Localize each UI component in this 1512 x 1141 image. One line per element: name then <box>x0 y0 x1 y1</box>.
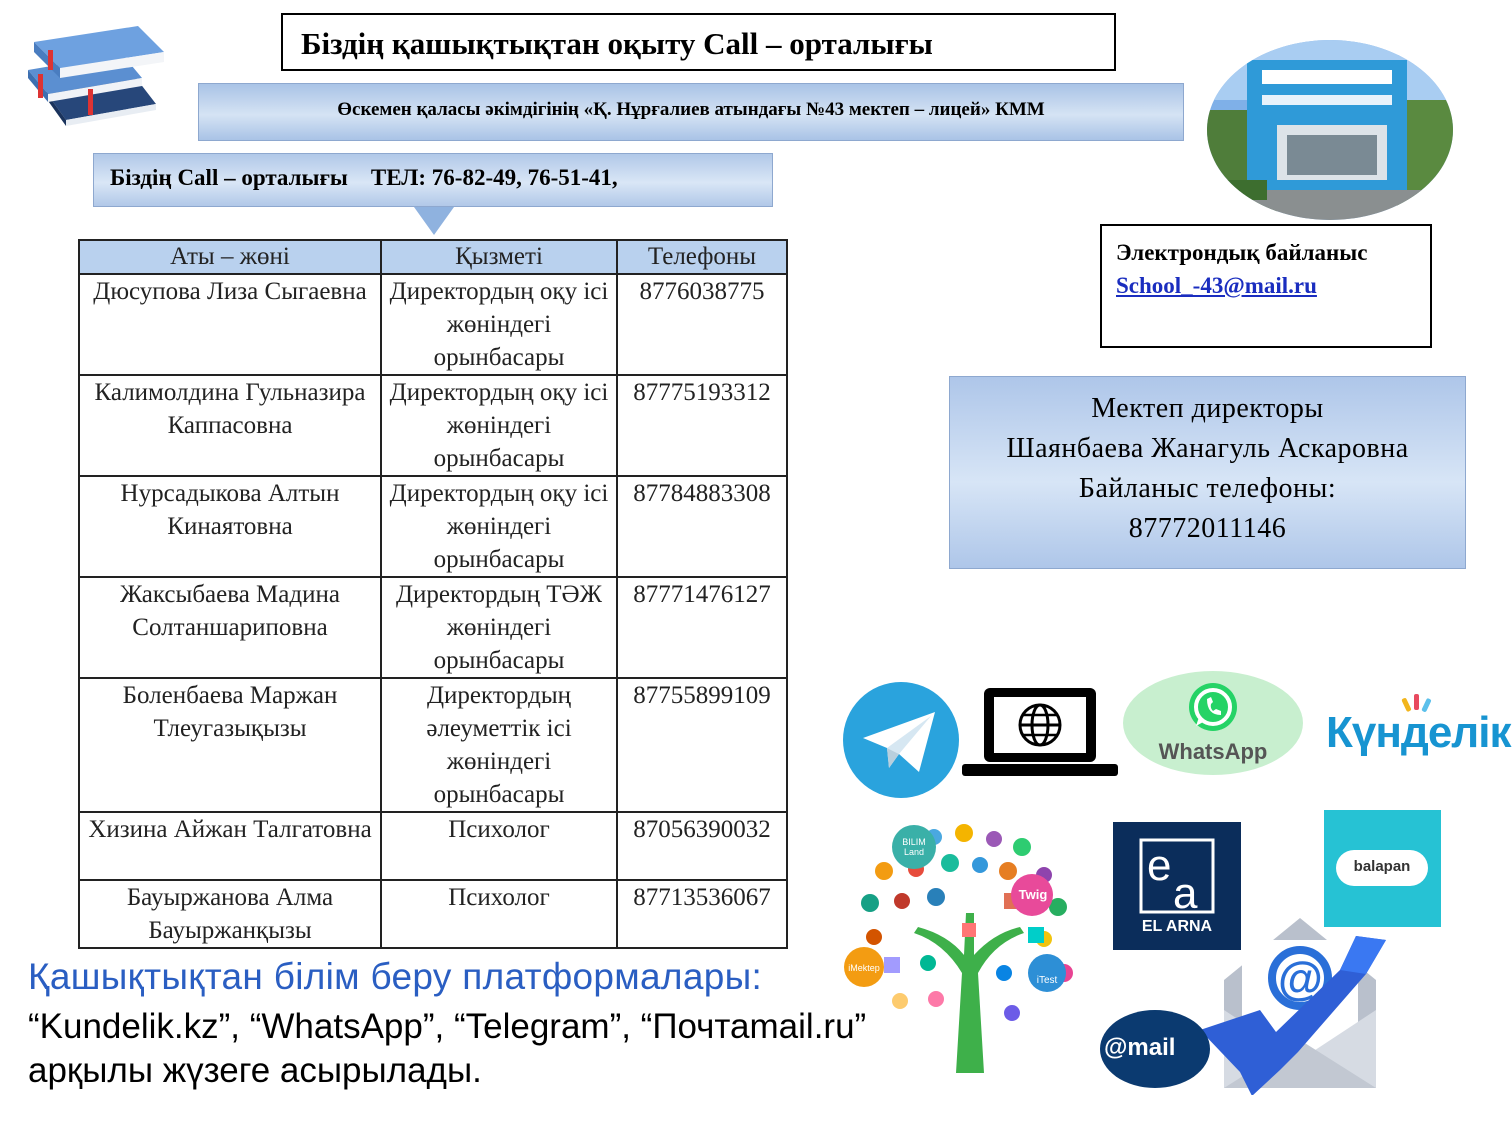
staff-role: Директордың ТӘЖ жөніндегі орынбасары <box>381 577 617 678</box>
twig-label: Twig <box>1018 887 1048 902</box>
staff-phone: 87775193312 <box>617 375 787 476</box>
staff-phone: 8776038775 <box>617 274 787 375</box>
email-contact-box <box>1100 224 1432 348</box>
staff-role: Директордың әлеуметтік ісі жөніндегі орынбасары <box>381 678 617 812</box>
staff-name: Нурсадыкова Алтын Кинаятовна <box>79 476 381 577</box>
mail-ru-label: @mail <box>1104 1034 1176 1061</box>
director-name: Шаянбаева Жанагуль Аскаровна <box>1006 433 1409 464</box>
table-row <box>79 476 787 577</box>
staff-name: Калимолдина Гульназира Каппасовна <box>79 375 381 476</box>
staff-phone: 87755899109 <box>617 678 787 812</box>
column-header-phone: Телефоны <box>617 240 787 274</box>
platforms-list: “Kundelik.kz”, “WhatsApp”, “Telegram”, “Почтаmail.ru” <box>28 1007 867 1046</box>
table-row <box>79 812 787 880</box>
staff-name: Дюсупова Лиза Сыгаевна <box>79 274 381 375</box>
down-arrow-icon <box>414 207 454 235</box>
staff-role: Психолог <box>381 880 617 948</box>
table-row <box>79 274 787 375</box>
kundelik-logo <box>1326 692 1511 768</box>
school-name-banner: Өскемен қаласы әкімдігінің «Қ. Нұрғалиев атындағы №43 мектеп – лицей» КММ <box>198 83 1184 141</box>
column-header-role: Қызметі <box>381 240 617 274</box>
platforms-tail: арқылы жүзеге асырылады. <box>28 1051 482 1090</box>
column-header-name: Аты – жөні <box>79 240 381 274</box>
table-header-row <box>79 240 787 274</box>
staff-name: Боленбаева Маржан Тлеугазықызы <box>79 678 381 812</box>
kundelik-label: Күнделік <box>1326 708 1511 757</box>
table-row <box>79 678 787 812</box>
telegram-icon <box>843 682 959 798</box>
whatsapp-label: WhatsApp <box>1158 739 1268 764</box>
table-row <box>79 880 787 948</box>
staff-role: Директордың оқу ісі жөніндегі орынбасары <box>381 274 617 375</box>
director-info-box <box>949 376 1466 569</box>
call-center-phones: Біздің Call – орталығы ТЕЛ: 76-82-49, 76-51-41, <box>93 153 773 207</box>
email-link[interactable]: School_-43@mail.ru <box>1116 273 1317 298</box>
mail-ru-logo <box>1100 1010 1210 1088</box>
page-title: Біздің қашықтықтан оқыту Call – орталығы <box>281 13 1116 71</box>
staff-role: Директордың оқу ісі жөніндегі орынбасары <box>381 476 617 577</box>
imektep-label: iMektep <box>848 963 880 973</box>
bilimland-label: BILIM Land <box>902 837 926 857</box>
director-title: Мектеп директоры <box>1091 393 1324 424</box>
itest-label: iTest <box>1036 975 1058 986</box>
table-row <box>79 375 787 476</box>
table-row <box>79 577 787 678</box>
svg-text:e: e <box>1147 841 1172 890</box>
email-label: Электрондық байланыс <box>1116 240 1368 265</box>
laptop-globe-icon <box>962 686 1118 778</box>
staff-phone: 87784883308 <box>617 476 787 577</box>
staff-role: Психолог <box>381 812 617 880</box>
books-icon <box>18 14 173 130</box>
bilimland-tree-icon <box>844 823 1094 1073</box>
staff-contacts-table <box>78 239 788 949</box>
whatsapp-icon <box>1123 671 1303 775</box>
staff-role: Директордың оқу ісі жөніндегі орынбасары <box>381 375 617 476</box>
school-photo <box>1207 40 1453 220</box>
staff-phone: 87056390032 <box>617 812 787 880</box>
staff-name: Жаксыбаева Мадина Солтаншариповна <box>79 577 381 678</box>
director-phone: 87772011146 <box>1128 513 1287 544</box>
staff-name: Хизина Айжан Талгатовна <box>79 812 381 880</box>
balapan-label: balapan <box>1353 858 1411 875</box>
staff-phone: 87713536067 <box>617 880 787 948</box>
staff-phone: 87771476127 <box>617 577 787 678</box>
svg-text:a: a <box>1173 869 1198 914</box>
platforms-title: Қашықтықтан білім беру платформалары: <box>28 956 763 997</box>
svg-text:@: @ <box>1278 952 1323 1004</box>
staff-name: Бауыржанова Алма Бауыржанқызы <box>79 880 381 948</box>
el-arna-label: EL ARNA <box>1141 918 1213 935</box>
director-phone-label: Байланыс телефоны: <box>1078 473 1337 504</box>
mail-envelope-icon <box>1180 910 1390 1095</box>
